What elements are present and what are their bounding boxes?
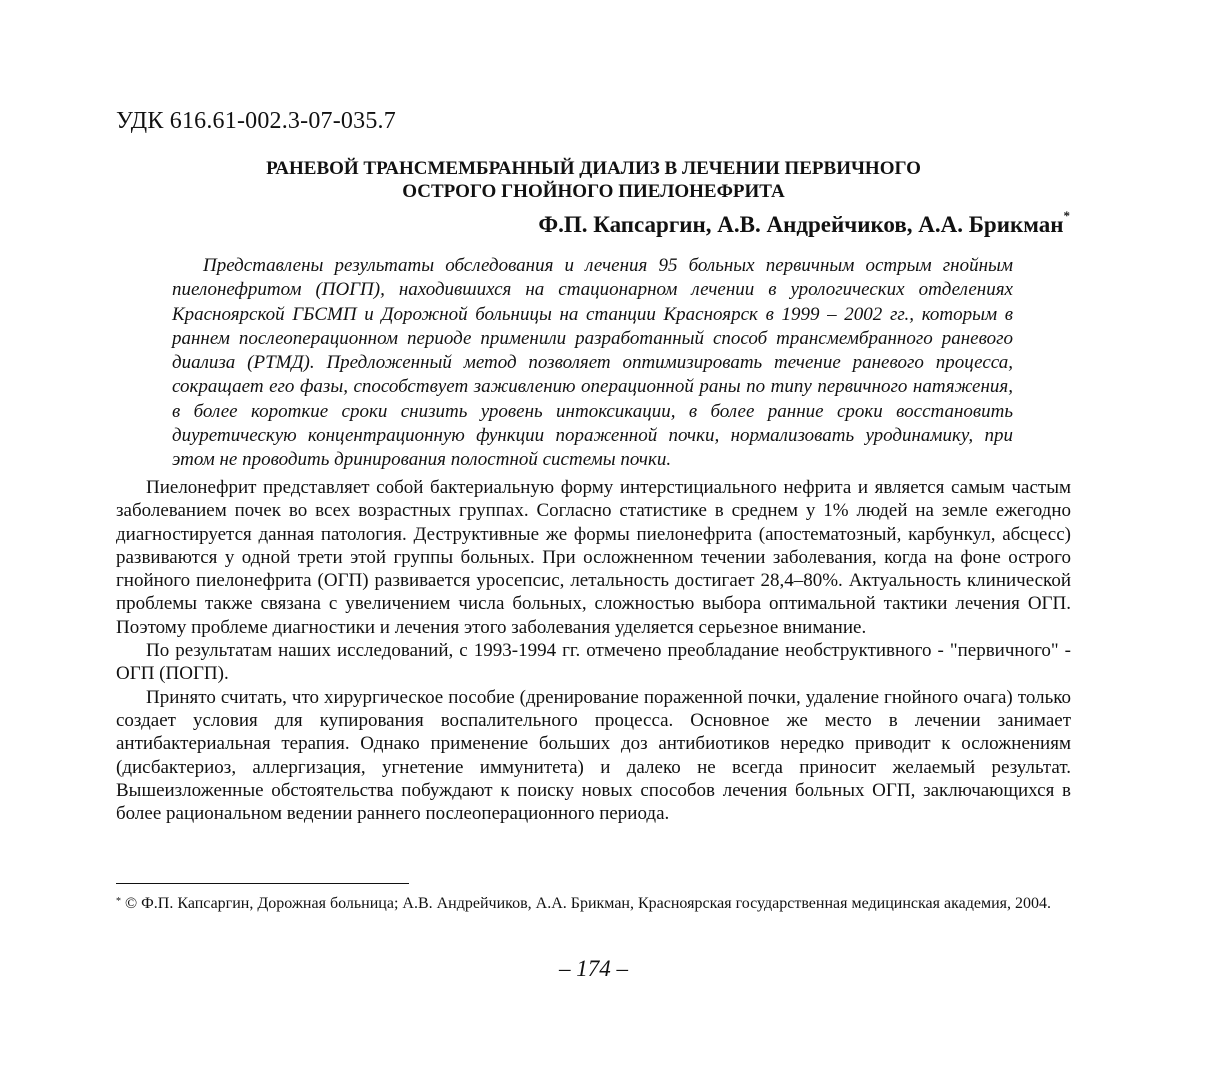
- abstract: Представлены результаты обследования и лечения 95 больных первичным острым гнойным пиелонефритом (ПОГП), находившихся на стационарном лечении в урологических отделениях Красноярской ГБСМП и Дорожной больницы на станции Красноярск в 1999 – 2002 гг., которым в раннем послеоперационном периоде применили разработанный способ трансмембранного раневого диализа (РТМД). Предложенный метод позволяет оптимизировать течение раневого процесса, сокращает его фазы, способствует заживлению операционной раны по типу первичного натяжения, в более короткие сроки снизить уровень интоксикации, в более ранние сроки восстановить диуретическую концентрационную функции пораженной почки, нормализовать уродинамику, при этом не проводить дринирования полостной системы почки.: [172, 255, 1013, 471]
- author-footnote-mark: *: [1063, 208, 1070, 223]
- author-names: Ф.П. Капсаргин, А.В. Андрейчиков, А.А. Брикман: [538, 212, 1064, 237]
- page-number: – 174 –: [559, 956, 628, 981]
- udk-code: УДК 616.61-002.3-07-035.7: [116, 108, 396, 134]
- body-text: [116, 476, 1071, 825]
- body-paragraph-2: По результатам наших исследований, с 1993-1994 гг. отмечено преобладание необструктивного - "первичного" - ОГП (ПОГП).: [116, 640, 1071, 685]
- title-line-2: ОСТРОГО ГНОЙНОГО ПИЕЛОНЕФРИТА: [402, 181, 785, 202]
- footnote: [116, 893, 1071, 914]
- body-paragraph-3: Принято считать, что хирургическое пособие (дренирование пораженной почки, удаление гнойного очага) только создает условия для купирования воспалительного процесса. Основное же место в лечении занимает антибактериальная терапия. Однако применение больших доз антибиотиков нередко приводит к осложнениям (дисбактериоз, аллергизация, угнетение иммунитета) и далеко не всегда приносит желаемый результат. Вышеизложенные обстоятельства побуждают к поиску новых способов лечения больных ОГП, заключающихся в более рациональном ведении раннего послеоперационного периода.: [116, 686, 1071, 825]
- footnote-mark: *: [116, 896, 121, 907]
- title-line-1: РАНЕВОЙ ТРАНСМЕМБРАННЫЙ ДИАЛИЗ В ЛЕЧЕНИИ ПЕРВИЧНОГО: [266, 158, 921, 179]
- footnote-divider: [116, 883, 409, 884]
- footnote-text: © Ф.П. Капсаргин, Дорожная больница; А.В. Андрейчиков, А.А. Брикман, Красноярская государственная медицинская академия, 2004.: [125, 895, 1052, 912]
- authors-line: [538, 208, 1070, 238]
- body-paragraph-1: Пиелонефрит представляет собой бактериальную форму интерстициального нефрита и является самым частым заболеванием почек во всех возрастных группах. Согласно статистике в среднем у 1% людей на земле ежегодно диагностируется данная патология. Деструктивные же формы пиелонефрита (апостематозный, карбункул, абсцесс) развиваются у одной трети этой группы больных. При осложненном течении заболевания, когда на фоне острого гнойного пиелонефрита (ОГП) развивается уросепсис, летальность достигает 28,4–80%. Актуальность клинической проблемы также связана с увеличением числа больных, сложностью выбора оптимальной тактики лечения ОГП. Поэтому проблеме диагностики и лечения этого заболевания уделяется серьезное внимание.: [116, 477, 1071, 638]
- article-title: [116, 157, 1071, 203]
